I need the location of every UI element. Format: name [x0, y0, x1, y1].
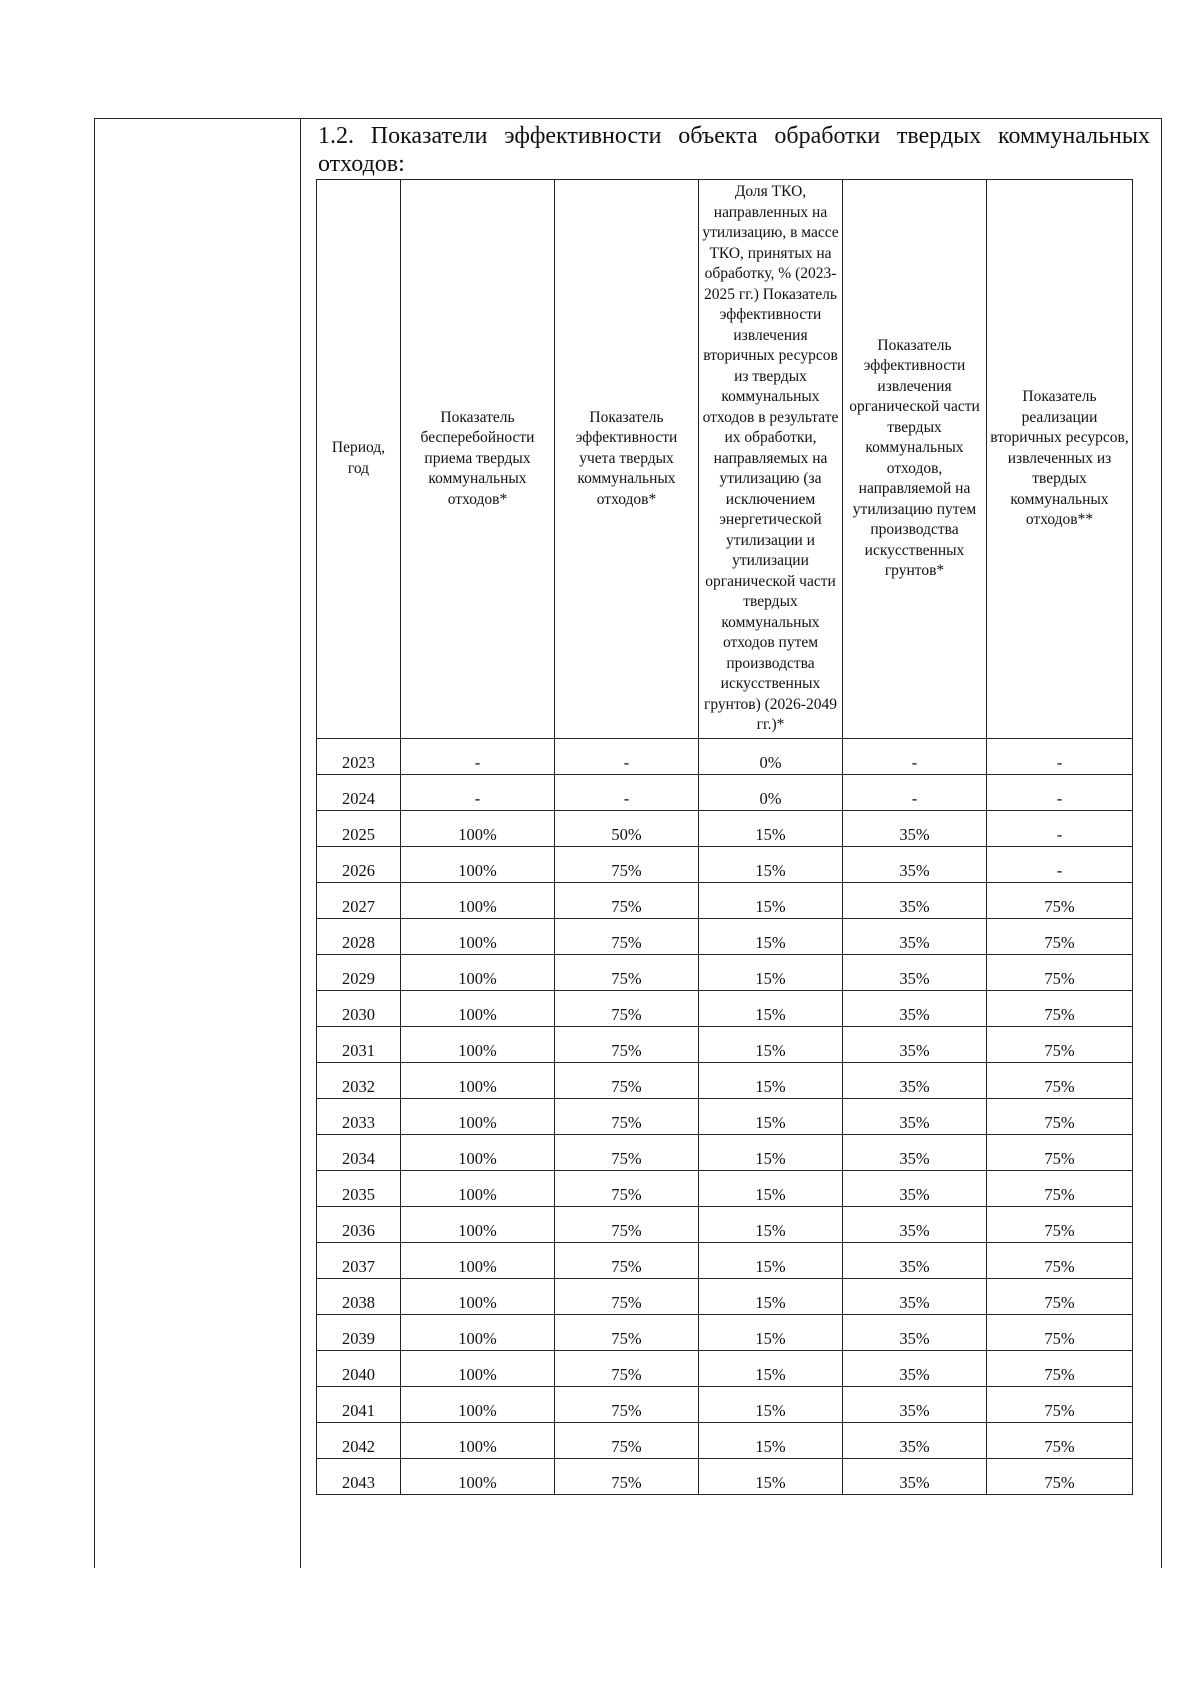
cell-organic-extraction: 35% — [843, 1278, 987, 1314]
cell-year: 2043 — [317, 1458, 401, 1494]
cell-recovery-efficiency: 15% — [699, 1026, 843, 1062]
table-row — [317, 846, 1133, 882]
cell-recovery-efficiency: 15% — [699, 846, 843, 882]
cell-secondary-sales: 75% — [987, 1278, 1133, 1314]
header-recovery-efficiency: Доля ТКО, направленных на утилизацию, в массе ТКО, принятых на обработку, % (2023-2025 гг.) Показатель эффективности извлечения вторичных ресурсов из твердых коммунальных отходов в результате их обработки, направляемых на утилизацию (за исключением энергетической утилизации и утилизации органической части твердых коммунальных отходов путем производства искусственных грунтов) (2026-2049 гг.)* — [699, 180, 843, 739]
cell-accounting-efficiency: 75% — [555, 846, 699, 882]
cell-organic-extraction: 35% — [843, 1314, 987, 1350]
cell-reception-continuity: 100% — [401, 810, 555, 846]
cell-secondary-sales: - — [987, 846, 1133, 882]
cell-organic-extraction: 35% — [843, 1350, 987, 1386]
cell-secondary-sales: - — [987, 774, 1133, 810]
cell-accounting-efficiency: 75% — [555, 1386, 699, 1422]
cell-secondary-sales: 75% — [987, 1098, 1133, 1134]
cell-accounting-efficiency: 75% — [555, 1062, 699, 1098]
cell-reception-continuity: - — [401, 738, 555, 774]
cell-accounting-efficiency: 75% — [555, 1350, 699, 1386]
cell-accounting-efficiency: - — [555, 774, 699, 810]
table-row — [317, 990, 1133, 1026]
cell-secondary-sales: 75% — [987, 954, 1133, 990]
cell-recovery-efficiency: 15% — [699, 1098, 843, 1134]
cell-year: 2034 — [317, 1134, 401, 1170]
table-row — [317, 1026, 1133, 1062]
table-row — [317, 738, 1133, 774]
cell-organic-extraction: 35% — [843, 1170, 987, 1206]
cell-accounting-efficiency: 75% — [555, 882, 699, 918]
cell-year: 2038 — [317, 1278, 401, 1314]
cell-year: 2037 — [317, 1242, 401, 1278]
table-row — [317, 1458, 1133, 1494]
cell-secondary-sales: - — [987, 810, 1133, 846]
cell-recovery-efficiency: 15% — [699, 1278, 843, 1314]
table-row — [317, 954, 1133, 990]
cell-recovery-efficiency: 15% — [699, 954, 843, 990]
cell-year: 2041 — [317, 1386, 401, 1422]
cell-year: 2023 — [317, 738, 401, 774]
cell-accounting-efficiency: 75% — [555, 1422, 699, 1458]
cell-recovery-efficiency: 15% — [699, 1206, 843, 1242]
cell-recovery-efficiency: 15% — [699, 882, 843, 918]
cell-secondary-sales: 75% — [987, 1170, 1133, 1206]
cell-secondary-sales: 75% — [987, 1386, 1133, 1422]
cell-accounting-efficiency: 75% — [555, 1458, 699, 1494]
cell-secondary-sales: 75% — [987, 990, 1133, 1026]
header-reception-continuity: Показатель бесперебойности приема твердых коммунальных отходов* — [401, 180, 555, 739]
table-row — [317, 810, 1133, 846]
table-row — [317, 1062, 1133, 1098]
cell-year: 2030 — [317, 990, 401, 1026]
cell-recovery-efficiency: 15% — [699, 918, 843, 954]
cell-reception-continuity: 100% — [401, 1098, 555, 1134]
table-row — [317, 882, 1133, 918]
cell-reception-continuity: 100% — [401, 846, 555, 882]
table-body — [317, 738, 1133, 1494]
table-row — [317, 1278, 1133, 1314]
cell-organic-extraction: 35% — [843, 1242, 987, 1278]
cell-recovery-efficiency: 0% — [699, 738, 843, 774]
cell-recovery-efficiency: 15% — [699, 1350, 843, 1386]
cell-secondary-sales: 75% — [987, 882, 1133, 918]
cell-reception-continuity: 100% — [401, 1314, 555, 1350]
table-row — [317, 918, 1133, 954]
cell-organic-extraction: 35% — [843, 1134, 987, 1170]
table-row — [317, 1386, 1133, 1422]
cell-organic-extraction: 35% — [843, 846, 987, 882]
cell-year: 2028 — [317, 918, 401, 954]
cell-organic-extraction: 35% — [843, 954, 987, 990]
cell-year: 2024 — [317, 774, 401, 810]
cell-recovery-efficiency: 15% — [699, 1422, 843, 1458]
cell-year: 2032 — [317, 1062, 401, 1098]
cell-reception-continuity: 100% — [401, 1242, 555, 1278]
cell-year: 2026 — [317, 846, 401, 882]
cell-organic-extraction: 35% — [843, 1026, 987, 1062]
outer-column-divider — [300, 118, 301, 1568]
cell-accounting-efficiency: 75% — [555, 954, 699, 990]
cell-accounting-efficiency: 75% — [555, 1314, 699, 1350]
cell-reception-continuity: 100% — [401, 1062, 555, 1098]
table-row — [317, 1350, 1133, 1386]
table-row — [317, 1314, 1133, 1350]
table-row — [317, 1134, 1133, 1170]
cell-accounting-efficiency: 75% — [555, 1206, 699, 1242]
cell-recovery-efficiency: 15% — [699, 990, 843, 1026]
section-heading: 1.2. Показатели эффективности объекта обработки твердых коммунальных отходов: — [318, 123, 1150, 177]
cell-secondary-sales: 75% — [987, 1422, 1133, 1458]
header-secondary-sales: Показатель реализации вторичных ресурсов, извлеченных из твердых коммунальных отходов** — [987, 180, 1133, 739]
cell-secondary-sales: 75% — [987, 1206, 1133, 1242]
cell-recovery-efficiency: 15% — [699, 1314, 843, 1350]
cell-reception-continuity: 100% — [401, 1026, 555, 1062]
cell-reception-continuity: 100% — [401, 1386, 555, 1422]
header-period-year: Период, год — [317, 180, 401, 739]
cell-year: 2036 — [317, 1206, 401, 1242]
cell-organic-extraction: 35% — [843, 1422, 987, 1458]
cell-recovery-efficiency: 15% — [699, 1134, 843, 1170]
header-accounting-efficiency: Показатель эффективности учета твердых коммунальных отходов* — [555, 180, 699, 739]
cell-accounting-efficiency: 75% — [555, 1170, 699, 1206]
table-row — [317, 1206, 1133, 1242]
cell-accounting-efficiency: 75% — [555, 1134, 699, 1170]
table-row — [317, 1170, 1133, 1206]
table-row — [317, 1242, 1133, 1278]
cell-year: 2025 — [317, 810, 401, 846]
cell-recovery-efficiency: 15% — [699, 1062, 843, 1098]
cell-organic-extraction: 35% — [843, 1098, 987, 1134]
cell-recovery-efficiency: 15% — [699, 1458, 843, 1494]
cell-secondary-sales: 75% — [987, 918, 1133, 954]
table-row — [317, 774, 1133, 810]
cell-accounting-efficiency: 75% — [555, 1278, 699, 1314]
cell-year: 2031 — [317, 1026, 401, 1062]
cell-accounting-efficiency: 75% — [555, 990, 699, 1026]
cell-secondary-sales: - — [987, 738, 1133, 774]
cell-recovery-efficiency: 0% — [699, 774, 843, 810]
cell-accounting-efficiency: 75% — [555, 1098, 699, 1134]
cell-year: 2039 — [317, 1314, 401, 1350]
cell-reception-continuity: 100% — [401, 1170, 555, 1206]
cell-reception-continuity: 100% — [401, 882, 555, 918]
cell-accounting-efficiency: 75% — [555, 1242, 699, 1278]
cell-reception-continuity: 100% — [401, 918, 555, 954]
table-row — [317, 1098, 1133, 1134]
table-header-row — [317, 180, 1133, 739]
cell-accounting-efficiency: 75% — [555, 1026, 699, 1062]
cell-reception-continuity: 100% — [401, 1206, 555, 1242]
cell-secondary-sales: 75% — [987, 1314, 1133, 1350]
cell-secondary-sales: 75% — [987, 1134, 1133, 1170]
cell-accounting-efficiency: 50% — [555, 810, 699, 846]
cell-recovery-efficiency: 15% — [699, 1170, 843, 1206]
cell-secondary-sales: 75% — [987, 1458, 1133, 1494]
cell-organic-extraction: 35% — [843, 1206, 987, 1242]
cell-reception-continuity: 100% — [401, 954, 555, 990]
header-organic-extraction: Показатель эффективности извлечения органической части твердых коммунальных отходов, направляемой на утилизацию путем производства искусственных грунтов* — [843, 180, 987, 739]
cell-organic-extraction: - — [843, 774, 987, 810]
cell-reception-continuity: 100% — [401, 1278, 555, 1314]
cell-year: 2029 — [317, 954, 401, 990]
cell-accounting-efficiency: 75% — [555, 918, 699, 954]
cell-organic-extraction: 35% — [843, 1062, 987, 1098]
cell-year: 2040 — [317, 1350, 401, 1386]
table-row — [317, 1422, 1133, 1458]
cell-reception-continuity: 100% — [401, 1134, 555, 1170]
cell-recovery-efficiency: 15% — [699, 1242, 843, 1278]
cell-reception-continuity: - — [401, 774, 555, 810]
cell-recovery-efficiency: 15% — [699, 810, 843, 846]
cell-year: 2033 — [317, 1098, 401, 1134]
cell-secondary-sales: 75% — [987, 1026, 1133, 1062]
cell-year: 2035 — [317, 1170, 401, 1206]
cell-secondary-sales: 75% — [987, 1350, 1133, 1386]
cell-organic-extraction: 35% — [843, 918, 987, 954]
cell-recovery-efficiency: 15% — [699, 1386, 843, 1422]
cell-reception-continuity: 100% — [401, 1422, 555, 1458]
cell-organic-extraction: 35% — [843, 990, 987, 1026]
cell-accounting-efficiency: - — [555, 738, 699, 774]
cell-organic-extraction: 35% — [843, 1386, 987, 1422]
indicators-table — [316, 179, 1133, 1495]
cell-secondary-sales: 75% — [987, 1062, 1133, 1098]
cell-year: 2027 — [317, 882, 401, 918]
cell-organic-extraction: - — [843, 738, 987, 774]
cell-organic-extraction: 35% — [843, 1458, 987, 1494]
cell-reception-continuity: 100% — [401, 1458, 555, 1494]
cell-secondary-sales: 75% — [987, 1242, 1133, 1278]
cell-organic-extraction: 35% — [843, 882, 987, 918]
cell-reception-continuity: 100% — [401, 990, 555, 1026]
cell-reception-continuity: 100% — [401, 1350, 555, 1386]
cell-year: 2042 — [317, 1422, 401, 1458]
cell-organic-extraction: 35% — [843, 810, 987, 846]
